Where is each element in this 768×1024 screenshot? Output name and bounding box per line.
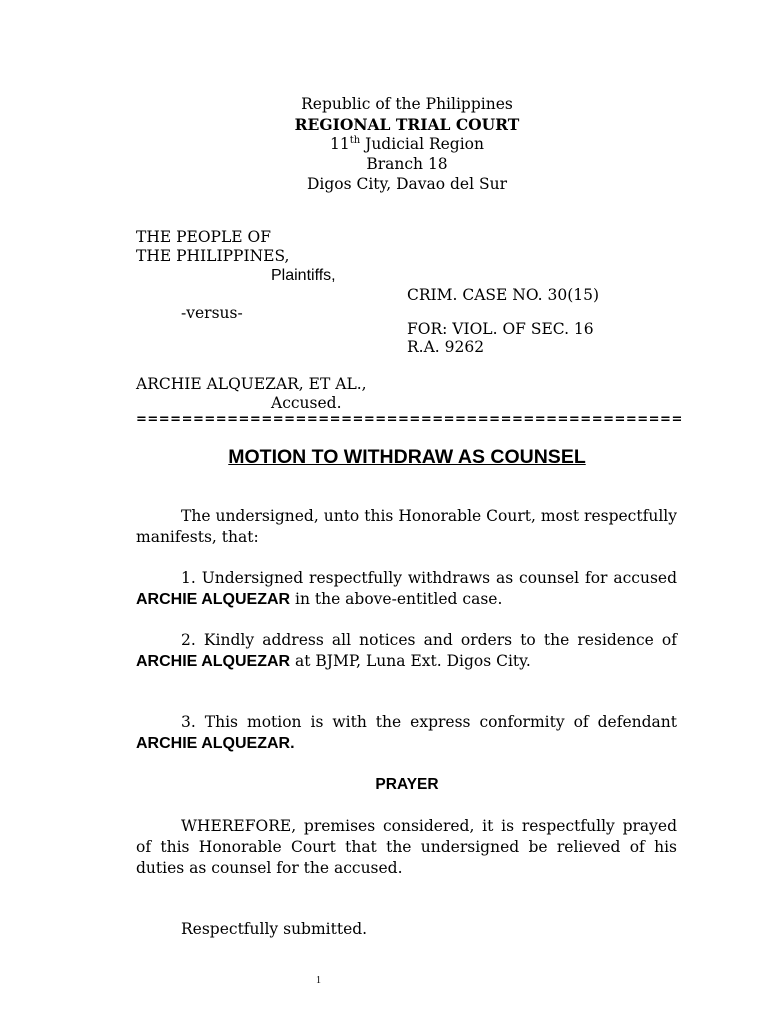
item-bold-name: ARCHIE ALQUEZAR <box>136 591 291 608</box>
case-number: CRIM. CASE NO. 30(15) <box>407 286 600 304</box>
item-bold-name: ARCHIE ALQUEZAR. <box>136 735 295 752</box>
caption-separator: ================================================ <box>136 412 683 427</box>
item-text: This motion is with the express conformity of defendant <box>204 713 677 731</box>
item-3 <box>136 712 677 754</box>
closing-line: Respectfully submitted. <box>181 920 368 938</box>
accused-role: Accused. <box>271 394 342 412</box>
item-number: 1. <box>181 569 196 587</box>
region-text: Judicial Region <box>360 135 484 153</box>
plaintiff-line-2: THE PHILIPPINES, <box>136 247 290 265</box>
item-bold-name: ARCHIE ALQUEZAR <box>136 653 291 670</box>
item-text: Kindly address all notices and orders to the residence of <box>203 631 677 649</box>
branch-line: Branch 18 <box>366 155 448 173</box>
plaintiff-role: Plaintiffs, <box>271 267 336 284</box>
versus-label: -versus- <box>181 304 243 322</box>
prayer-heading: PRAYER <box>375 776 439 793</box>
page-number: 1 <box>316 975 321 986</box>
prayer-paragraph: WHEREFORE, premises considered, it is respectfully prayed of this Honorable Court that the undersigned be relieved of his duties as counsel for the accused. <box>136 817 677 877</box>
case-charge-line-1: FOR: VIOL. OF SEC. 16 <box>407 320 594 338</box>
region-number: 11 <box>329 135 350 153</box>
region-superscript: th <box>349 135 361 146</box>
item-text-end: at BJMP, Luna Ext. Digos City. <box>290 652 531 670</box>
court-name: REGIONAL TRIAL COURT <box>294 115 520 134</box>
document-title: MOTION TO WITHDRAW AS COUNSEL <box>228 446 586 468</box>
city-line: Digos City, Davao del Sur <box>306 175 508 193</box>
intro-paragraph: The undersigned, unto this Honorable Court, most respectfully manifests, that: <box>136 507 677 546</box>
case-charge-line-2: R.A. 9262 <box>407 338 485 356</box>
item-text: Undersigned respectfully withdraws as counsel for accused <box>201 569 677 587</box>
item-2 <box>136 630 677 672</box>
accused-name: ARCHIE ALQUEZAR, ET AL., <box>136 375 367 393</box>
item-number: 2. <box>181 631 196 649</box>
item-text-end: in the above-entitled case. <box>290 590 503 608</box>
plaintiff-line-1: THE PEOPLE OF <box>136 228 271 246</box>
item-1 <box>136 568 677 610</box>
item-number: 3. <box>181 713 196 731</box>
republic-line: Republic of the Philippines <box>301 95 513 113</box>
